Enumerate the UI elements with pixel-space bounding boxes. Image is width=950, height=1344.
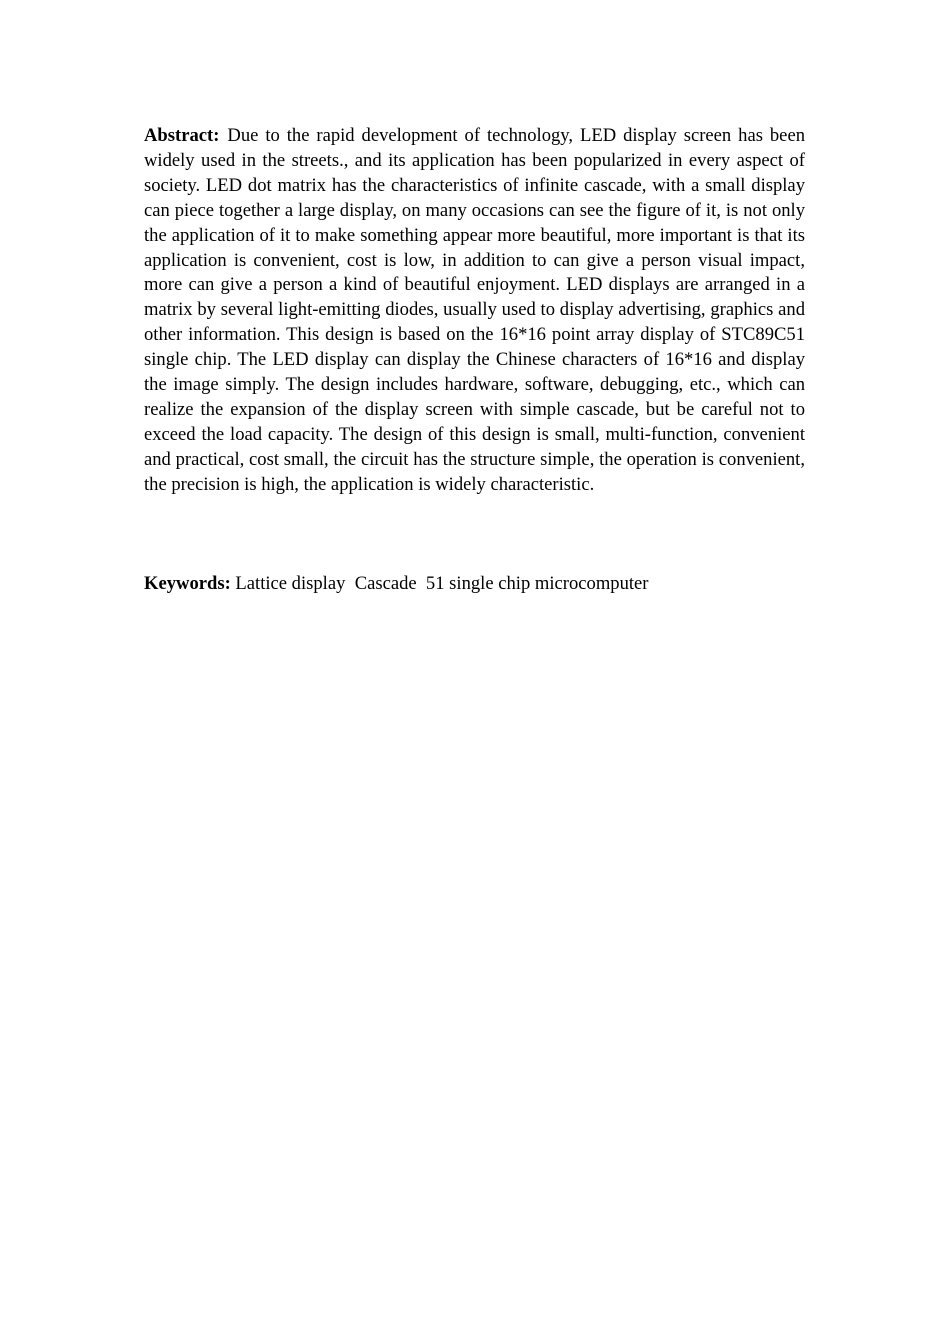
- abstract-label: Abstract:: [144, 125, 220, 146]
- abstract-text: Due to the rapid development of technology, LED display screen has been widely used in the streets., and its application has been popularized in every aspect of society. LED dot matrix has the characteristics of infinite cascade, with a small display can piece together a large display, on many occasions can see the figure of it, is not only the application of it to make something appear more beautiful, more important is that its application is convenient, cost is low, in addition to can give a person visual impact, more can give a person a kind of beautiful enjoyment. LED displays are arranged in a matrix by several light-emitting diodes, usually used to display advertising, graphics and other information. This design is based on the 16*16 point array display of STC89C51 single chip. The LED display can display the Chinese characters of 16*16 and display the image simply. The design includes hardware, software, debugging, etc., which can realize the expansion of the display screen with simple cascade, but be careful not to exceed the load capacity. The design of this design is small, multi-function, convenient and practical, cost small, the circuit has the structure simple, the operation is convenient, the precision is high, the application is widely characteristic.: [144, 125, 805, 495]
- abstract-paragraph: [144, 124, 805, 498]
- keywords-label: Keywords:: [144, 573, 231, 594]
- keywords-line: [144, 572, 805, 597]
- keywords-text: Lattice display Cascade 51 single chip microcomputer: [235, 573, 649, 594]
